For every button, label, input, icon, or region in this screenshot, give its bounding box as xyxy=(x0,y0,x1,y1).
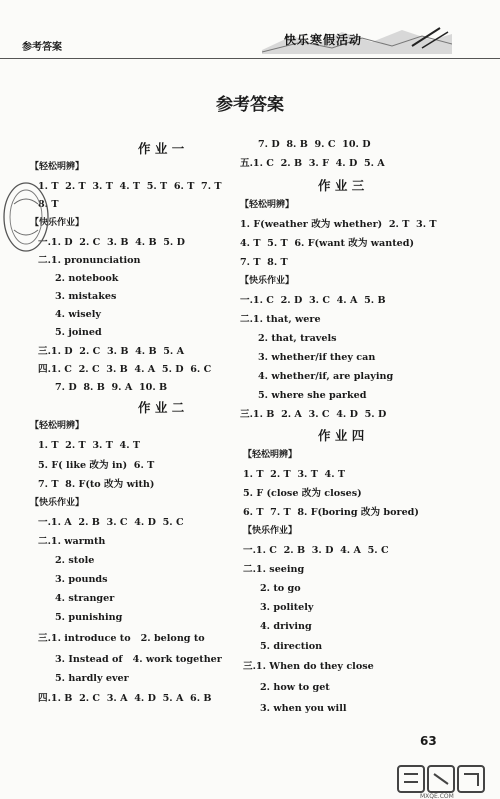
left-section-heading: 作 业 一 xyxy=(138,141,185,156)
left-section-heading: 作 业 二 xyxy=(138,400,185,415)
left-answer-line: 4. wisely xyxy=(55,309,101,320)
right-subheading: 【轻松明辨】 xyxy=(240,200,295,210)
right-answer-line: 3. whether/if they can xyxy=(258,352,376,363)
right-answer-line: 2. to go xyxy=(260,583,301,594)
right-answer-line: 三.1. When do they close xyxy=(243,661,374,672)
left-answer-line: 2. stole xyxy=(55,555,95,566)
right-answer-line: 一.1. C 2. D 3. C 4. A 5. B xyxy=(240,295,386,306)
right-answer-line: 6. T 7. T 8. F(boring 改为 bored) xyxy=(243,507,419,518)
right-answer-line: 4. driving xyxy=(260,621,312,632)
right-answer-line: 7. T 8. T xyxy=(240,257,288,268)
right-answer-line: 2. that, travels xyxy=(258,333,337,344)
left-subheading: 【快乐作业】 xyxy=(30,218,85,228)
right-subheading: 【快乐作业】 xyxy=(240,276,295,286)
right-answer-line: 二.1. seeing xyxy=(243,564,305,575)
left-answer-line: 1. T 2. T 3. T 4. T xyxy=(38,440,141,451)
left-answer-line: 四.1. B 2. C 3. A 4. D 5. A 6. B xyxy=(38,693,212,704)
right-subheading: 【轻松明辨】 xyxy=(243,450,298,460)
left-answer-line: 3. pounds xyxy=(55,574,108,585)
left-answer-line: 4. stranger xyxy=(55,593,115,604)
circle-stamp-icon xyxy=(0,174,64,260)
right-column xyxy=(240,0,490,799)
watermark-logo-icon xyxy=(390,752,500,799)
right-answer-line: 5. direction xyxy=(260,641,323,652)
left-answer-line: 5. punishing xyxy=(55,612,123,623)
left-subheading: 【轻松明辨】 xyxy=(30,421,85,431)
right-answer-line: 2. how to get xyxy=(260,682,330,693)
right-answer-line: 4. T 5. T 6. F(want 改为 wanted) xyxy=(240,238,415,249)
page-number: 63 xyxy=(420,734,437,748)
right-answer-line: 7. D 8. B 9. C 10. D xyxy=(258,139,371,150)
left-answer-line: 二.1. pronunciation xyxy=(38,255,141,266)
right-answer-line: 二.1. that, were xyxy=(240,314,321,325)
left-answer-line: 2. notebook xyxy=(55,273,119,284)
right-answer-line: 3. politely xyxy=(260,602,314,613)
right-answer-line: 1. F(weather 改为 whether) 2. T 3. T xyxy=(240,219,437,230)
left-answer-line: 三.1. D 2. C 3. B 4. B 5. A xyxy=(38,346,185,357)
right-section-heading: 作 业 四 xyxy=(318,428,365,443)
left-answer-line: 一.1. D 2. C 3. B 4. B 5. D xyxy=(38,237,185,248)
right-answer-line: 3. when you will xyxy=(260,703,347,714)
left-answer-line: 7. D 8. B 9. A 10. B xyxy=(55,382,168,393)
left-answer-line: 8. T xyxy=(38,199,59,210)
right-answer-line: 一.1. C 2. B 3. D 4. A 5. C xyxy=(243,545,389,556)
right-subheading: 【快乐作业】 xyxy=(243,526,298,536)
left-answer-line: 一.1. A 2. B 3. C 4. D 5. C xyxy=(38,517,184,528)
right-answer-line: 五.1. C 2. B 3. F 4. D 5. A xyxy=(240,158,385,169)
left-subheading: 【快乐作业】 xyxy=(30,498,85,508)
right-section-heading: 作 业 三 xyxy=(318,178,365,193)
left-answer-line: 1. T 2. T 3. T 4. T 5. T 6. T 7. T xyxy=(38,181,222,192)
right-answer-line: 三.1. B 2. A 3. C 4. D 5. D xyxy=(240,409,387,420)
header-left-label: 参考答案 xyxy=(22,42,62,53)
left-answer-line: 3. mistakes xyxy=(55,291,117,302)
left-answer-line: 二.1. warmth xyxy=(38,536,106,547)
left-column xyxy=(30,0,240,799)
left-answer-line: 5. joined xyxy=(55,327,102,338)
right-answer-line: 1. T 2. T 3. T 4. T xyxy=(243,469,346,480)
left-answer-line: 5. hardly ever xyxy=(55,673,129,684)
left-answer-line: 四.1. C 2. C 3. B 4. A 5. D 6. C xyxy=(38,364,212,375)
svg-text:MXQE.COM: MXQE.COM xyxy=(420,793,454,799)
left-subheading: 【轻松明辨】 xyxy=(30,162,85,172)
left-answer-line: 三.1. introduce to 2. belong to xyxy=(38,633,205,644)
right-answer-line: 4. whether/if, are playing xyxy=(258,371,394,382)
left-answer-line: 5. F( like 改为 in) 6. T xyxy=(38,460,155,471)
left-answer-line: 7. T 8. F(to 改为 with) xyxy=(38,479,155,490)
left-answer-line: 3. Instead of 4. work together xyxy=(55,654,222,665)
page-title: 参考答案 xyxy=(216,95,284,115)
right-answer-line: 5. where she parked xyxy=(258,390,367,401)
right-answer-line: 5. F (close 改为 closes) xyxy=(243,488,362,499)
header-banner-title: 快乐寒假活动 xyxy=(284,33,363,47)
